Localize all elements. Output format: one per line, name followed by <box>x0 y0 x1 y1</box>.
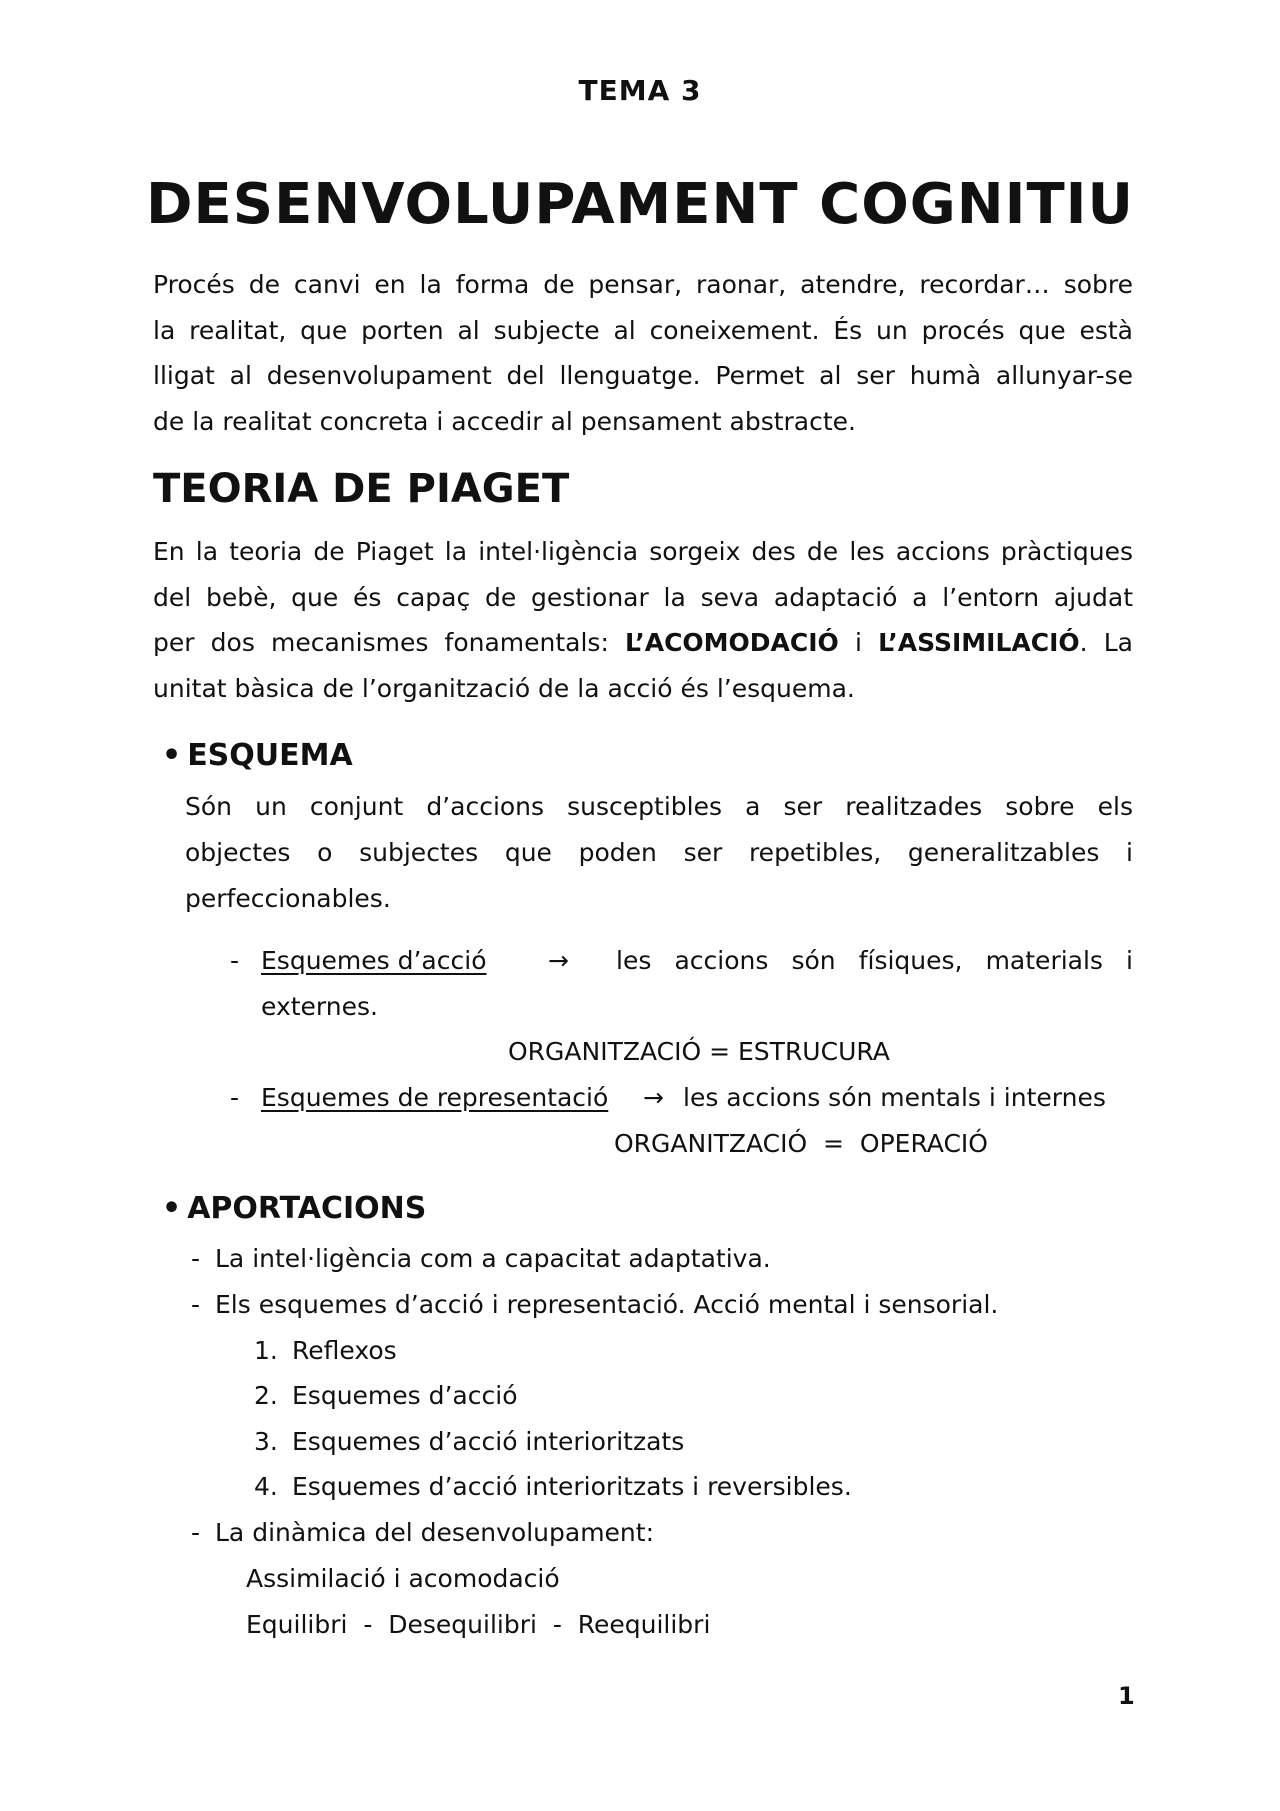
dash-icon: - <box>230 1083 240 1112</box>
equation-estructura: ORGANITZACIÓ = ESTRUCURA <box>508 1037 890 1066</box>
subsection-heading-aportacions <box>162 1191 426 1226</box>
number-marker: 4. <box>254 1472 278 1501</box>
page-number: 1 <box>1118 1682 1135 1710</box>
number-marker: 2. <box>254 1381 278 1410</box>
sub-line: Equilibri - Desequilibri - Reequilibri <box>246 1610 711 1639</box>
numbered-item: Esquemes d’acció <box>292 1381 518 1410</box>
section-heading-piaget: TEORIA DE PIAGET <box>153 466 570 512</box>
term-acomodacio: L’ACOMODACIÓ <box>625 628 839 657</box>
dash-icon: - <box>191 1290 201 1319</box>
numbered-item: Esquemes d’acció interioritzats i reversibles. <box>292 1472 852 1501</box>
subsection-heading-esquema <box>162 738 353 773</box>
term-assimilacio: L’ASSIMILACIÓ <box>878 628 1080 657</box>
intro-line: de la realitat concreta i accedir al pensament abstracte. <box>153 407 857 436</box>
bullet-icon: • <box>162 738 182 773</box>
list-item: La dinàmica del desenvolupament: <box>215 1518 655 1547</box>
item-text-accio: les accions són físiques, materials i <box>616 946 1133 975</box>
piaget-line: del bebè, que és capaç de gestionar la seva adaptació a l’entorn ajudat <box>153 583 1133 612</box>
intro-line: lligat al desenvolupament del llenguatge. Permet al ser humà allunyar-se <box>153 361 1133 390</box>
dash-icon: - <box>191 1244 201 1273</box>
item-text-accio-cont: externes. <box>261 992 378 1021</box>
numbered-item: Esquemes d’acció interioritzats <box>292 1427 685 1456</box>
esquema-line: objectes o subjectes que poden ser repetibles, generalitzables i <box>185 838 1133 867</box>
bullet-icon: • <box>162 1191 182 1226</box>
intro-line: la realitat, que porten al subjecte al coneixement. És un procés que està <box>153 316 1133 345</box>
arrow-right-icon: → <box>643 1083 664 1112</box>
esquema-line: perfeccionables. <box>185 884 391 913</box>
dash-icon: - <box>230 946 240 975</box>
numbered-item: Reflexos <box>292 1336 397 1365</box>
number-marker: 3. <box>254 1427 278 1456</box>
topic-label: TEMA 3 <box>578 74 702 107</box>
esquema-heading-text: ESQUEMA <box>187 738 353 773</box>
aportacions-heading-text: APORTACIONS <box>187 1191 427 1226</box>
page-title: DESENVOLUPAMENT COGNITIU <box>146 172 1134 237</box>
arrow-right-icon: → <box>548 946 569 975</box>
piaget-line <box>153 628 1133 657</box>
item-text-representacio: les accions són mentals i internes <box>683 1083 1106 1112</box>
piaget-line: En la teoria de Piaget la intel·ligència sorgeix des de les accions pràctiques <box>153 537 1133 566</box>
item-label-accio: Esquemes d’acció <box>261 946 487 975</box>
sub-line: Assimilació i acomodació <box>246 1564 560 1593</box>
number-marker: 1. <box>254 1336 278 1365</box>
piaget-line: unitat bàsica de l’organització de la acció és l’esquema. <box>153 674 855 703</box>
item-label-representacio: Esquemes de representació <box>261 1083 609 1112</box>
list-item: Els esquemes d’acció i representació. Acció mental i sensorial. <box>215 1290 999 1319</box>
piaget-line3-pre: per dos mecanismes fonamentals: <box>153 628 609 657</box>
esquema-line: Són un conjunt d’accions susceptibles a ser realitzades sobre els <box>185 792 1133 821</box>
list-item: La intel·ligència com a capacitat adaptativa. <box>215 1244 771 1273</box>
dash-icon: - <box>191 1518 201 1547</box>
intro-line: Procés de canvi en la forma de pensar, raonar, atendre, recordar… sobre <box>153 270 1133 299</box>
piaget-line3-post: . La <box>1079 628 1133 657</box>
equation-operacio: ORGANITZACIÓ = OPERACIÓ <box>614 1129 988 1158</box>
piaget-line3-mid: i <box>854 628 862 657</box>
